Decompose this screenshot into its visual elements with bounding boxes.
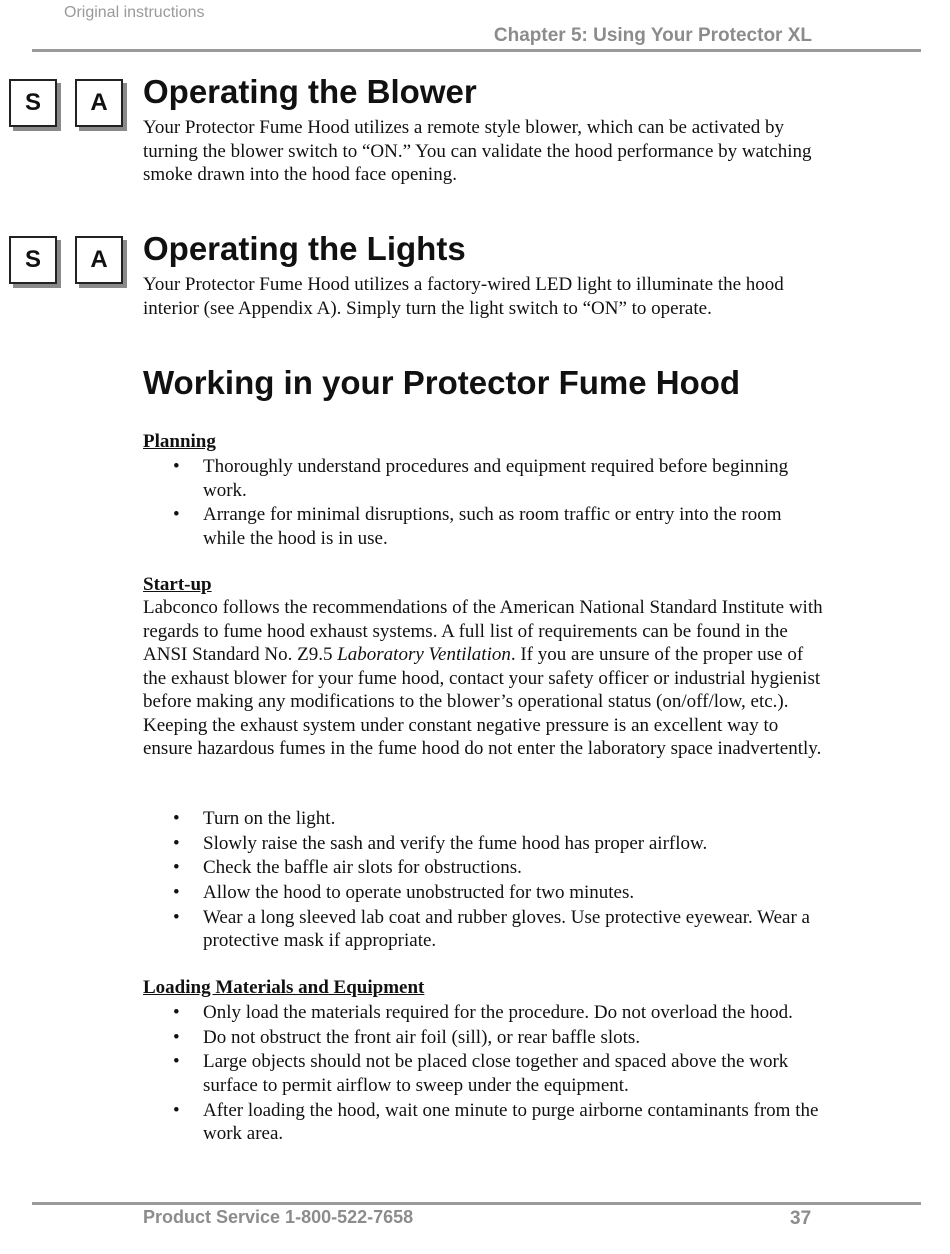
loading-heading: Loading Materials and Equipment [143,977,425,998]
list-item: • Thoroughly understand procedures and equipment required before beginning work. [143,455,823,502]
list-item: • Allow the hood to operate unobstructed for two minutes. [143,881,823,905]
chapter-title: Chapter 5: Using Your Protector XL [493,25,812,46]
list-item: • After loading the hood, wait one minute to purge airborne contaminants from the work area. [143,1099,823,1146]
list-item: • Only load the materials required for the procedure. Do not overload the hood. [143,1001,823,1025]
list-item: • Check the baffle air slots for obstructions. [143,856,823,880]
badge-a: A [75,79,123,127]
list-item: • Large objects should not be placed close together and spaced above the work surface to permit airflow to sweep under the equipment. [143,1050,823,1097]
badge-a: A [75,236,123,284]
standard-name: Laboratory Ventilation [337,644,511,665]
list-item: • Arrange for minimal disruptions, such as room traffic or entry into the room while the hood is in use. [143,503,823,550]
startup-body-text: Labconco follows the recommendations of the American National Standard Institute with regards to fume hood exhaust systems. A full list of requirements can be found in the ANSI Standard No. Z9.5 [143,597,823,665]
loading-list [143,1001,823,1147]
list-item: • Do not obstruct the front air foil (sill), or rear baffle slots. [143,1026,823,1050]
section-body-lights: Your Protector Fume Hood utilizes a factory-wired LED light to illuminate the hood interior (see Appendix A). Simply turn the light switch to “ON” to operate. [143,274,784,319]
page-number: 37 [790,1208,812,1229]
list-item: • Slowly raise the sash and verify the fume hood has proper airflow. [143,832,823,856]
startup-list [143,807,823,954]
planning-list [143,455,823,551]
badge-s: S [9,79,57,127]
section-title-blower: Operating the Blower [143,73,477,110]
product-service-phone: Product Service 1-800-522-7658 [143,1207,414,1227]
list-item: • Wear a long sleeved lab coat and rubber gloves. Use protective eyewear. Wear a protective mask if appropriate. [143,906,823,953]
startup-body [143,596,823,761]
footer-rule [32,1202,921,1205]
planning-heading: Planning [143,431,216,452]
section-title-lights: Operating the Lights [143,230,466,267]
badge-s: S [9,236,57,284]
startup-body-text-end: . If you are unsure of the proper use of the exhaust blower for your fume hood, contact your safety officer or industrial hygienist before making any modifications to the blower’s operational status (on/off/low, etc.). Keeping the exhaust system under constant negative pressure is an excellent way to ensure hazardous fumes in the fume hood do not enter the laboratory space inadvertently. [143,644,822,759]
header-rule [32,49,921,52]
original-instructions-note: Original instructions [64,4,205,21]
list-item: • Turn on the light. [143,807,823,831]
page-title: Working in your Protector Fume Hood [143,364,741,401]
section-body-blower: Your Protector Fume Hood utilizes a remote style blower, which can be activated by turning the blower switch to “ON.” You can validate the hood performance by watching smoke drawn into the hood face opening. [143,117,812,185]
startup-heading: Start-up [143,574,212,595]
